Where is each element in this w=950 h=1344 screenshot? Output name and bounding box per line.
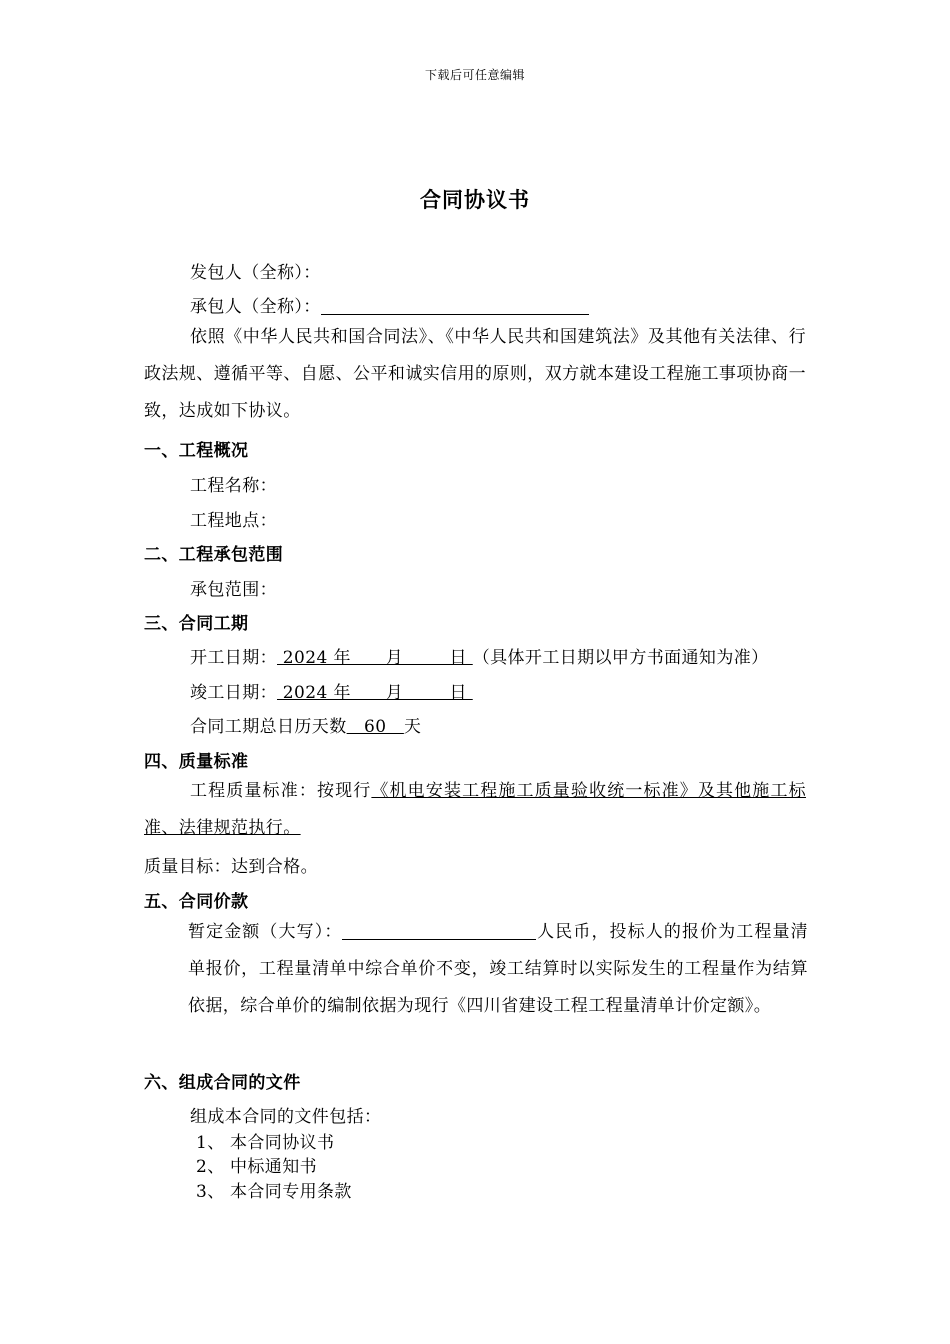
start-date-note: （具体开工日期以甲方书面通知为准） xyxy=(472,648,769,668)
contractor-blank xyxy=(321,296,589,315)
list-item-text: 本合同协议书 xyxy=(230,1133,335,1153)
start-date-line xyxy=(190,643,769,668)
employer-line xyxy=(190,258,321,283)
quality-standard-paragraph xyxy=(144,773,806,847)
section6-heading: 六、组成合同的文件 xyxy=(144,1073,301,1093)
section4-heading: 四、质量标准 xyxy=(144,752,249,772)
contract-price-paragraph xyxy=(188,914,808,1025)
end-date-line xyxy=(190,678,473,703)
section1-heading: 一、工程概况 xyxy=(144,441,249,461)
employer-label: 发包人（全称）： xyxy=(190,263,321,283)
duration-value: 60 xyxy=(346,717,404,737)
duration-line xyxy=(190,712,421,737)
list-item-number: 1、 xyxy=(196,1133,225,1153)
preamble-paragraph: 依照《中华人民共和国合同法》、《中华人民共和国建筑法》及其他有关法律、行政法规、遵循平等、自愿、公平和诚实信用的原则，双方就本建设工程施工事项协商一致，达成如下协议。 xyxy=(144,327,806,421)
document-title: 合同协议书 xyxy=(420,187,530,212)
list-item-text: 中标通知书 xyxy=(230,1157,317,1177)
list-item xyxy=(196,1128,334,1153)
amount-blank xyxy=(342,921,536,940)
amount-label: 暂定金额（大写）： xyxy=(188,922,343,942)
contractor-label: 承包人（全称）： xyxy=(190,297,321,317)
header-note: 下载后可任意编辑 xyxy=(424,68,525,82)
project-name-label: 工程名称： xyxy=(190,476,277,496)
section5-heading: 五、合同价款 xyxy=(144,892,249,912)
list-item-number: 2、 xyxy=(196,1157,225,1177)
section3-heading: 三、合同工期 xyxy=(144,614,249,634)
list-item xyxy=(196,1177,352,1202)
start-date-label: 开工日期： xyxy=(190,648,277,668)
list-item-number: 3、 xyxy=(196,1182,225,1202)
quality-standard-label: 工程质量标准：按现行 xyxy=(190,781,372,801)
duration-unit: 天 xyxy=(403,717,422,737)
quality-target: 质量目标：达到合格。 xyxy=(144,857,318,877)
start-date-value: 2024 年 月 日 xyxy=(277,648,473,668)
list-item xyxy=(196,1152,317,1177)
project-location-label: 工程地点： xyxy=(190,511,277,531)
end-date-label: 竣工日期： xyxy=(190,683,277,703)
quality-standard-value: 《机电安装工程施工质量验收统一标准》及其他施工标准、法律规范执行。 xyxy=(144,781,806,838)
end-date-value: 2024 年 月 日 xyxy=(277,683,473,703)
list-item-text: 本合同专用条款 xyxy=(230,1182,352,1202)
documents-intro: 组成本合同的文件包括： xyxy=(190,1107,382,1127)
contractor-line xyxy=(190,292,589,317)
amount-text: 人民币，投标人的报价为工程量清单报价，工程量清单中综合单价不变，竣工结算时以实际发生的工程量作为结算依据，综合单价的编制依据为现行《四川省建设工程工程量清单计价定额》。 xyxy=(188,922,808,1016)
duration-label: 合同工期总日历天数 xyxy=(190,717,347,737)
scope-label: 承包范围： xyxy=(190,580,277,600)
section2-heading: 二、工程承包范围 xyxy=(144,545,284,565)
